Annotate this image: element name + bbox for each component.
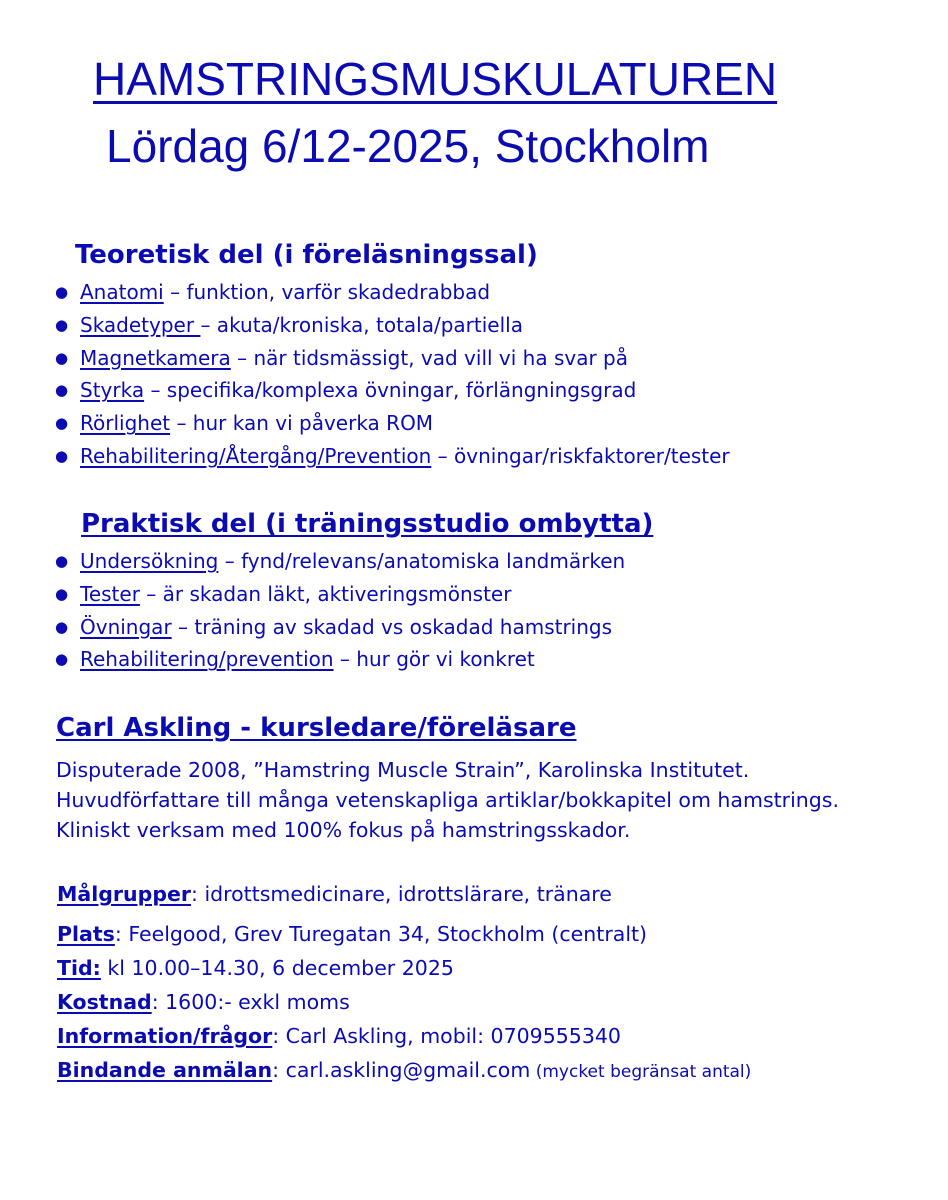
info-value: : Feelgood, Grev Turegatan 34, Stockholm (centralt) (114, 922, 648, 946)
signup-note: (mycket begränsat antal) (530, 1062, 752, 1082)
topic-label: Skadetyper (80, 312, 201, 337)
list-item (55, 276, 730, 309)
bullet-icon: ● (55, 446, 69, 465)
topic-label: Rörlighet (80, 411, 171, 436)
list-item (55, 545, 625, 578)
topic-desc: – fynd/relevans/anatomiska landmärken (218, 549, 626, 573)
bullet-icon: ● (55, 315, 69, 334)
topic-desc: – övningar/riskfaktorer/tester (431, 443, 730, 468)
page-title: HAMSTRINGSMUSKULATUREN (93, 53, 778, 105)
topic-label: Rehabilitering/prevention (80, 647, 334, 672)
info-label: Målgrupper (57, 882, 192, 906)
topic-label: Rehabilitering/Återgång/Prevention (80, 443, 432, 468)
page-subtitle: Lördag 6/12-2025, Stockholm (106, 120, 710, 172)
theory-heading: Teoretisk del (i föreläsningssal) (75, 240, 538, 270)
topic-label: Undersökning (80, 549, 219, 573)
info-label: Plats (57, 922, 115, 946)
info-value: : 1600:- exkl moms (151, 990, 350, 1014)
info-value: kl 10.00–14.30, 6 december 2025 (100, 956, 454, 980)
topic-desc: – funktion, varför skadedrabbad (163, 280, 491, 304)
info-label: Kostnad (57, 990, 152, 1014)
practical-heading: Praktisk del (i träningsstudio ombytta) (81, 509, 654, 539)
info-signup (57, 1055, 751, 1087)
topic-desc: – hur gör vi konkret (333, 647, 535, 672)
info-place (57, 919, 647, 949)
bullet-icon: ● (55, 414, 69, 433)
topic-label: Tester (80, 581, 140, 606)
topic-desc: – när tidsmässigt, vad vill vi ha svar på (230, 345, 628, 370)
bullet-icon: ● (55, 381, 69, 400)
list-item (55, 643, 625, 676)
info-label: Information/frågor (57, 1024, 273, 1048)
signup-email[interactable]: carl.askling@gmail.com (279, 1058, 531, 1082)
bullet-icon: ● (55, 584, 69, 603)
list-item (55, 309, 730, 342)
bullet-icon: ● (55, 650, 69, 669)
theory-list (55, 276, 730, 473)
info-cost (57, 987, 350, 1017)
info-label: Bindande anmälan (57, 1058, 273, 1082)
list-item (55, 374, 730, 407)
topic-label: Styrka (80, 378, 145, 403)
list-item (55, 440, 730, 473)
info-colon: : (272, 1058, 280, 1082)
leader-heading: Carl Askling - kursledare/föreläsare (56, 713, 577, 743)
list-item (55, 342, 730, 375)
topic-label: Anatomi (80, 280, 164, 304)
topic-desc: – hur kan vi påverka ROM (170, 411, 434, 436)
list-item (55, 407, 730, 440)
info-label: Tid: (57, 956, 101, 980)
bullet-icon: ● (55, 617, 69, 636)
info-target (57, 879, 612, 909)
info-value: : idrottsmedicinare, idrottslärare, tränare (191, 882, 612, 906)
topic-desc: – träning av skadad vs oskadad hamstrings (171, 614, 613, 639)
info-time (57, 953, 454, 983)
bullet-icon: ● (55, 283, 69, 301)
topic-label: Magnetkamera (80, 345, 231, 370)
bullet-icon: ● (55, 552, 69, 570)
list-item (55, 611, 625, 644)
info-contact (57, 1021, 621, 1051)
list-item (55, 578, 625, 611)
topic-label: Övningar (80, 614, 172, 639)
leader-bio: Disputerade 2008, ”Hamstring Muscle Strain”, Karolinska Institutet. Huvudförfattare till många vetenskapliga artiklar/bokkapitel om hamstrings. Kliniskt verksam med 100% fokus på hamstringsskador. (56, 758, 840, 842)
topic-desc: – akuta/kroniska, totala/partiella (200, 312, 523, 337)
practical-list (55, 545, 625, 676)
topic-desc: – är skadan läkt, aktiveringsmönster (139, 581, 512, 606)
topic-desc: – specifika/komplexa övningar, förlängningsgrad (144, 378, 637, 403)
info-value: : Carl Askling, mobil: 0709555340 (272, 1024, 621, 1048)
bullet-icon: ● (55, 348, 69, 367)
